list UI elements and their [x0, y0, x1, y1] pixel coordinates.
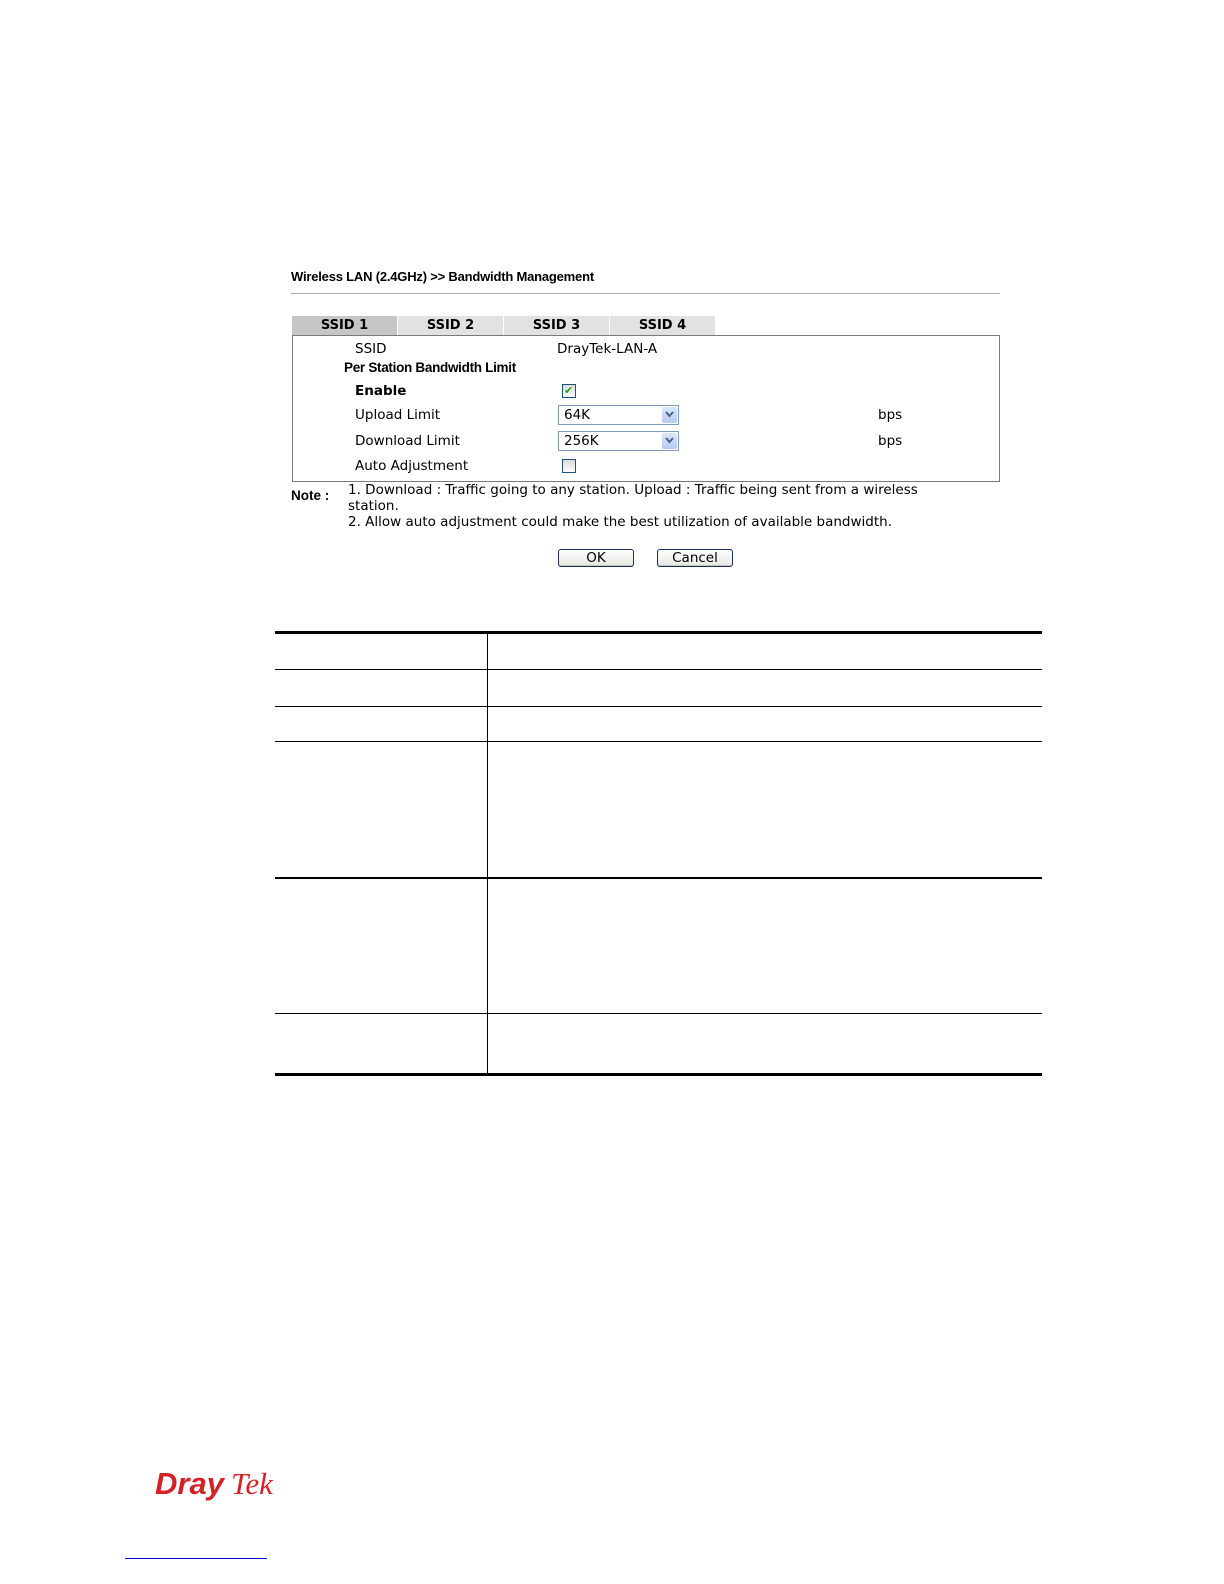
enable-label: Enable	[355, 383, 407, 399]
footer-rule	[125, 1558, 267, 1559]
download-limit-select[interactable]	[558, 431, 679, 451]
ssid-value: DrayTek-LAN-A	[557, 341, 658, 357]
download-limit-label: Download Limit	[355, 433, 460, 449]
logo-dray: Dray	[155, 1466, 224, 1501]
tab-ssid-1[interactable]: SSID 1	[292, 316, 397, 335]
download-limit-value: 256K	[564, 433, 599, 449]
table-row-divider	[275, 741, 1042, 742]
table-row-divider	[275, 1013, 1042, 1014]
download-unit: bps	[878, 433, 903, 449]
title-divider	[291, 293, 1000, 294]
ok-button[interactable]: OK	[558, 549, 634, 567]
note-line-1: 1. Download : Traffic going to any station. Upload : Traffic being sent from a wireless	[348, 482, 918, 498]
upload-unit: bps	[878, 407, 903, 423]
auto-adjustment-label: Auto Adjustment	[355, 458, 469, 474]
enable-checkbox[interactable]	[562, 384, 576, 398]
draytek-logo	[155, 1464, 289, 1504]
tab-ssid-3[interactable]: SSID 3	[504, 316, 609, 335]
tab-ssid-2[interactable]: SSID 2	[398, 316, 503, 335]
note-label: Note :	[291, 488, 330, 503]
table-bottom-rule	[275, 1073, 1042, 1076]
upload-limit-select[interactable]	[558, 405, 679, 425]
table-top-rule	[275, 631, 1042, 634]
ssid-label: SSID	[355, 341, 387, 357]
ssid-tab-bar	[292, 316, 716, 335]
table-column-divider	[487, 633, 488, 1074]
section-title: Per Station Bandwidth Limit	[344, 360, 516, 375]
upload-limit-label: Upload Limit	[355, 407, 441, 423]
tab-ssid-4[interactable]: SSID 4	[610, 316, 715, 335]
auto-adjustment-checkbox[interactable]	[562, 459, 576, 473]
table-row-divider	[275, 706, 1042, 707]
table-row-divider	[275, 877, 1042, 879]
page-title: Wireless LAN (2.4GHz) >> Bandwidth Management	[291, 269, 594, 284]
settings-panel	[292, 335, 1000, 482]
note-line-2: 2. Allow auto adjustment could make the best utilization of available bandwidth.	[348, 514, 893, 530]
chevron-down-icon[interactable]	[662, 407, 677, 423]
upload-limit-value: 64K	[564, 407, 591, 423]
logo-tek: Tek	[231, 1466, 273, 1501]
cancel-button[interactable]: Cancel	[657, 549, 733, 567]
table-row-divider	[275, 669, 1042, 670]
chevron-down-icon[interactable]	[662, 433, 677, 449]
checkmark-icon: ✔	[564, 384, 574, 397]
note-line-1-cont: station.	[348, 498, 399, 514]
